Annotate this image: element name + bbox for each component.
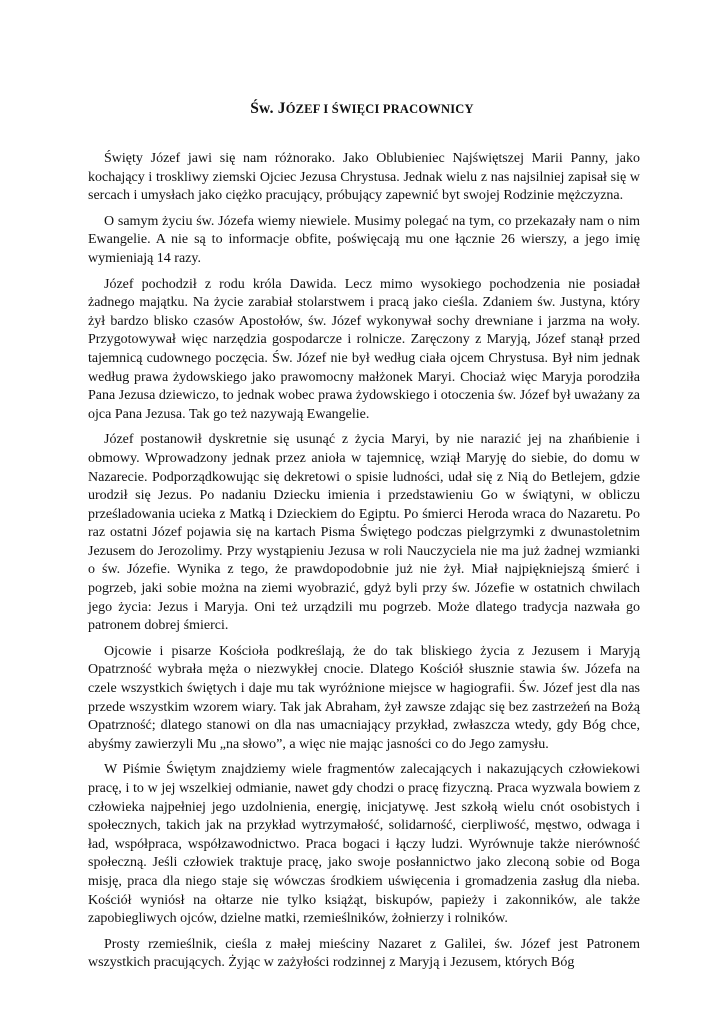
paragraph: O samym życiu św. Józefa wiemy niewiele. Musimy polegać na tym, co przekazały nam o nim Ewangelie. A nie są to informacje obfite, poświęcają mu one łącznie 26 wierszy, a jego imię wymieniają 14 razy. [88,213,640,266]
paragraph: Józef pochodził z rodu króla Dawida. Lecz mimo wysokiego pochodzenia nie posiadał żadnego majątku. Na życie zarabiał stolarstwem i pracą jako cieśla. Zdaniem św. Justyna, który żył bardzo blisko czasów Apostołów, św. Józef wykonywał sochy drewniane i jarzma na woły. Przygotowywał więc narzędzia gospodarcze i rolnicze. Zaręczony z Maryją, Józef stanął przed tajemnicą cudownego poczęcia. Św. Józef nie był według ciała ojcem Chrystusa. Był nim jednak według prawa żydowskiego jako prawomocny małżonek Maryi. Chociaż więc Maryja porodziła Pana Jezusa dziewiczo, to jednak wobec prawa żydowskiego i otoczenia św. Józef był uważany za ojca Pana Jezusa. Tak go też nazywają Ewangelie. [88,276,640,422]
paragraph: Święty Józef jawi się nam różnorako. Jako Oblubieniec Najświętszej Marii Panny, jako kochający i troskliwy ziemski Ojciec Jezusa Chrystusa. Jednak wielu z nas najsilniej zapisał się w sercach i umysłach jako ciężko pracujący, próbujący zapewnić byt swojej Rodzinie mężczyzna. [88,151,640,204]
paragraph: Prosty rzemieślnik, cieśla z małej mieściny Nazaret z Galilei, św. Józef jest Patronem wszystkich pracujących. Żyjąc w zażyłości rodzinnej z Maryją i Jezusem, których Bóg [88,936,640,971]
article-body [88,150,640,980]
title-initial: Św. J [250,100,286,117]
title-small-caps: ÓZEF I ŚWIĘCI PRACOWNICY [285,102,474,116]
page-title [0,100,724,118]
paragraph: W Piśmie Świętym znajdziemy wiele fragmentów zalecających i nakazujących człowiekowi pracę, i to w jej wszelkiej odmianie, nawet gdy chodzi o pracę fizyczną. Praca wyzwala bowiem z człowieka najpełniej jego uzdolnienia, energię, inicjatywę. Jest szkołą wielu cnót osobistych i społecznych, takich jak na przykład wytrzymałość, solidarność, cierpliwość, męstwo, odwaga i ład, współpraca, współzawodnictwo. Praca bogaci i łączy ludzi. Wyrównuje także nierówność społeczną. Jeśli człowiek traktuje pracę, jako swoje posłannictwo jako zleconą sobie od Boga misję, praca dla niego staje się wówczas środkiem uświęcenia i gromadzenia zasług dla nieba. Kościół wyniósł na ołtarze nie tylko książąt, biskupów, papieży i zakonników, ale także zapobiegliwych ojców, dzielne matki, rzemieślników, żołnierzy i rolników. [88,762,640,927]
paragraph: Ojcowie i pisarze Kościoła podkreślają, że do tak bliskiego życia z Jezusem i Maryją Opatrzność wybrała męża o niezwykłej cnocie. Dlatego Kościół słusznie stawia św. Józefa na czele wszystkich świętych i daje mu tak wyróżnione miejsce w hagiografii. Św. Józef jest dla nas przede wszystkim wzorem wiary. Tak jak Abraham, żył zawsze zdając się bez zastrzeżeń na Bożą Opatrzność; dlatego stanowi on dla nas umacniający przykład, zwłaszcza wtedy, gdy Bóg chce, abyśmy zawierzyli Mu „na słowo”, a więc nie mając jasności co do Jego zamysłu. [88,643,640,752]
paragraph: Józef postanowił dyskretnie się usunąć z życia Maryi, by nie narazić jej na zhańbienie i obmowy. Wprowadzony jednak przez anioła w tajemnicę, wziął Maryję do siebie, do domu w Nazarecie. Podporządkowując się dekretowi o spisie ludności, udał się z Nią do Betlejem, gdzie urodził się Jezus. Po nadaniu Dziecku imienia i przedstawieniu Go w świątyni, w obliczu prześladowania ucieka z Matką i Dzieckiem do Egiptu. Po śmierci Heroda wraca do Nazaretu. Po raz ostatni Józef pojawia się na kartach Pisma Świętego podczas pielgrzymki z dwunastoletnim Jezusem do Jerozolimy. Przy wystąpieniu Jezusa w roli Nauczyciela nie ma już żadnej wzmianki o św. Józefie. Wynika z tego, że prawdopodobnie już nie żył. Miał najpiękniejszą śmierć i pogrzeb, jaki sobie można na ziemi wyobrazić, gdyż byli przy św. Józefie w ostatnich chwilach jego życia: Jezus i Maryja. Oni też urządzili mu pogrzeb. Może dlatego tradycja nazwała go patronem dobrej śmierci. [88,432,640,634]
